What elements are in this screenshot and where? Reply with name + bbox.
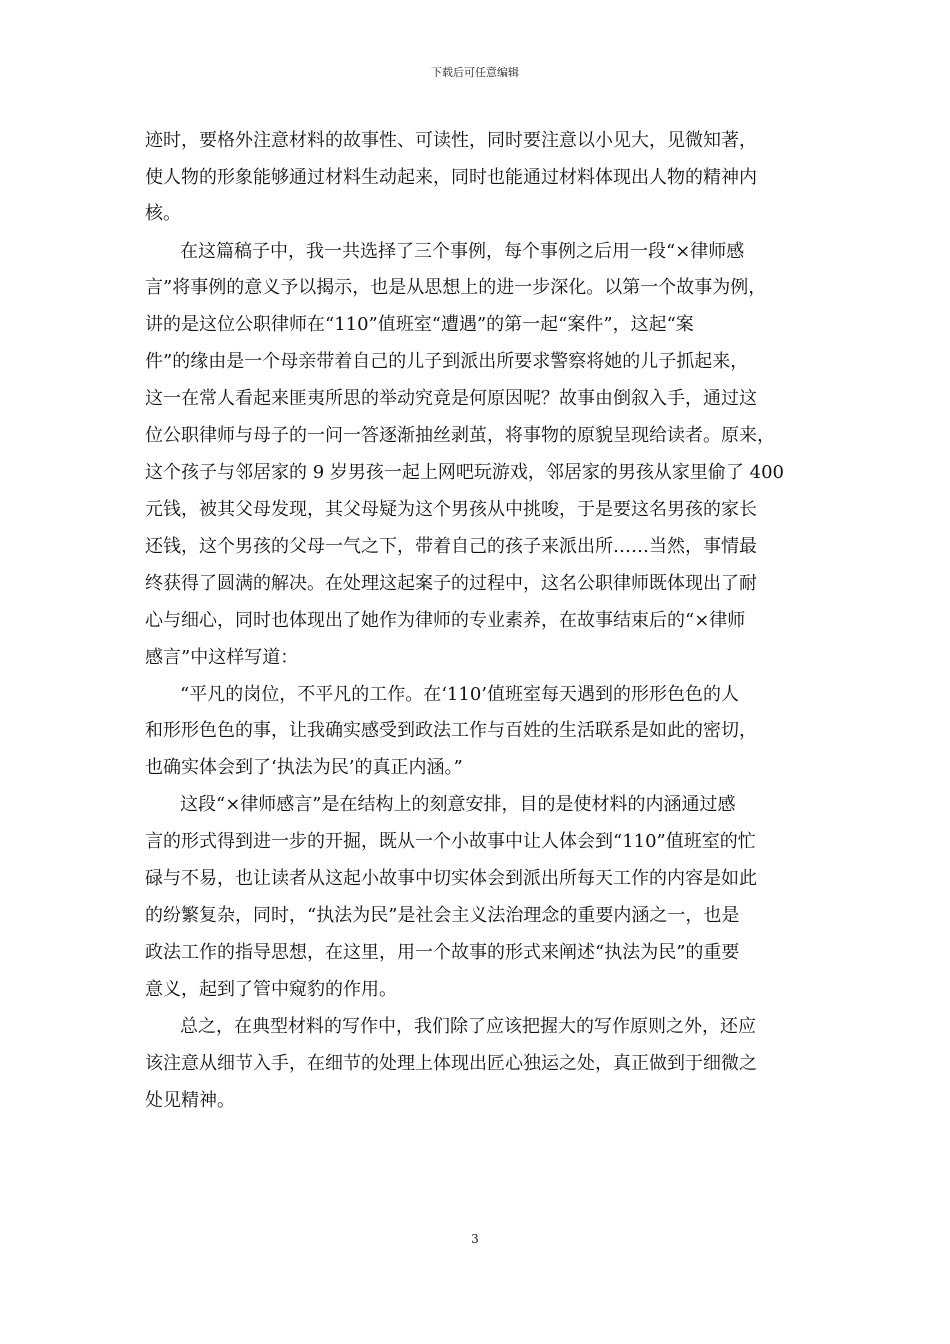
- body-line: 终获得了圆满的解决。在处理这起案子的过程中，这名公职律师既体现出了耐: [145, 573, 757, 594]
- body-line: 讲的是这位公职律师在“110”值班室“遭遇”的第一起“案件”，这起“案: [145, 314, 694, 335]
- body-line: 意义，起到了管中窥豹的作用。: [145, 979, 397, 1000]
- body-line: 这段“×律师感言”是在结构上的刻意安排，目的是使材料的内涵通过感: [180, 794, 736, 815]
- quote-line: “平凡的岗位，不平凡的工作。在‘110’值班室每天遇到的形形色色的人: [180, 684, 739, 705]
- body-line: 该注意从细节入手，在细节的处理上体现出匠心独运之处，真正做到于细微之: [145, 1053, 757, 1074]
- body-line: 核。: [145, 203, 181, 224]
- body-line: 总之，在典型材料的写作中，我们除了应该把握大的写作原则之外，还应: [180, 1016, 756, 1037]
- body-line: 心与细心，同时也体现出了她作为律师的专业素养，在故事结束后的“×律师: [145, 610, 746, 631]
- page-number: 3: [471, 1232, 479, 1246]
- body-line: 这个孩子与邻居家的 9 岁男孩一起上网吧玩游戏，邻居家的男孩从家里偷了 400: [145, 462, 784, 483]
- quote-line: 和形形色色的事，让我确实感受到政法工作与百姓的生活联系是如此的密切，: [145, 720, 757, 741]
- body-line: 件”的缘由是一个母亲带着自己的儿子到派出所要求警察将她的儿子抓起来，: [145, 351, 749, 372]
- body-line: 言”将事例的意义予以揭示，也是从思想上的进一步深化。以第一个故事为例，: [145, 277, 767, 298]
- body-line: 这一在常人看起来匪夷所思的举动究竟是何原因呢？故事由倒叙入手，通过这: [145, 388, 757, 409]
- body-line: 感言”中这样写道：: [145, 647, 299, 668]
- body-line: 使人物的形象能够通过材料生动起来，同时也能通过材料体现出人物的精神内: [145, 167, 757, 188]
- body-line: 迹时，要格外注意材料的故事性、可读性，同时要注意以小见大，见微知著，: [145, 130, 757, 151]
- body-line: 的纷繁复杂，同时，“执法为民”是社会主义法治理念的重要内涵之一，也是: [145, 905, 740, 926]
- body-line: 在这篇稿子中，我一共选择了三个事例，每个事例之后用一段“×律师感: [180, 241, 745, 262]
- body-line: 元钱，被其父母发现，其父母疑为这个男孩从中挑唆，于是要这名男孩的家长: [145, 499, 757, 520]
- body-line: 言的形式得到进一步的开掘，既从一个小故事中让人体会到“110”值班室的忙: [145, 831, 756, 852]
- body-line: 还钱，这个男孩的父母一气之下，带着自己的孩子来派出所……当然，事情最: [145, 536, 757, 557]
- body-line: 碌与不易，也让读者从这起小故事中切实体会到派出所每天工作的内容是如此: [145, 868, 757, 889]
- quote-line: 也确实体会到了‘执法为民’的真正内涵。”: [145, 757, 463, 778]
- body-line: 处见精神。: [145, 1090, 235, 1111]
- page-header: 下载后可任意编辑: [431, 66, 519, 79]
- body-line: 位公职律师与母子的一问一答逐渐抽丝剥茧，将事物的原貌呈现给读者。原来，: [145, 425, 775, 446]
- body-line: 政法工作的指导思想，在这里，用一个故事的形式来阐述“执法为民”的重要: [145, 942, 740, 963]
